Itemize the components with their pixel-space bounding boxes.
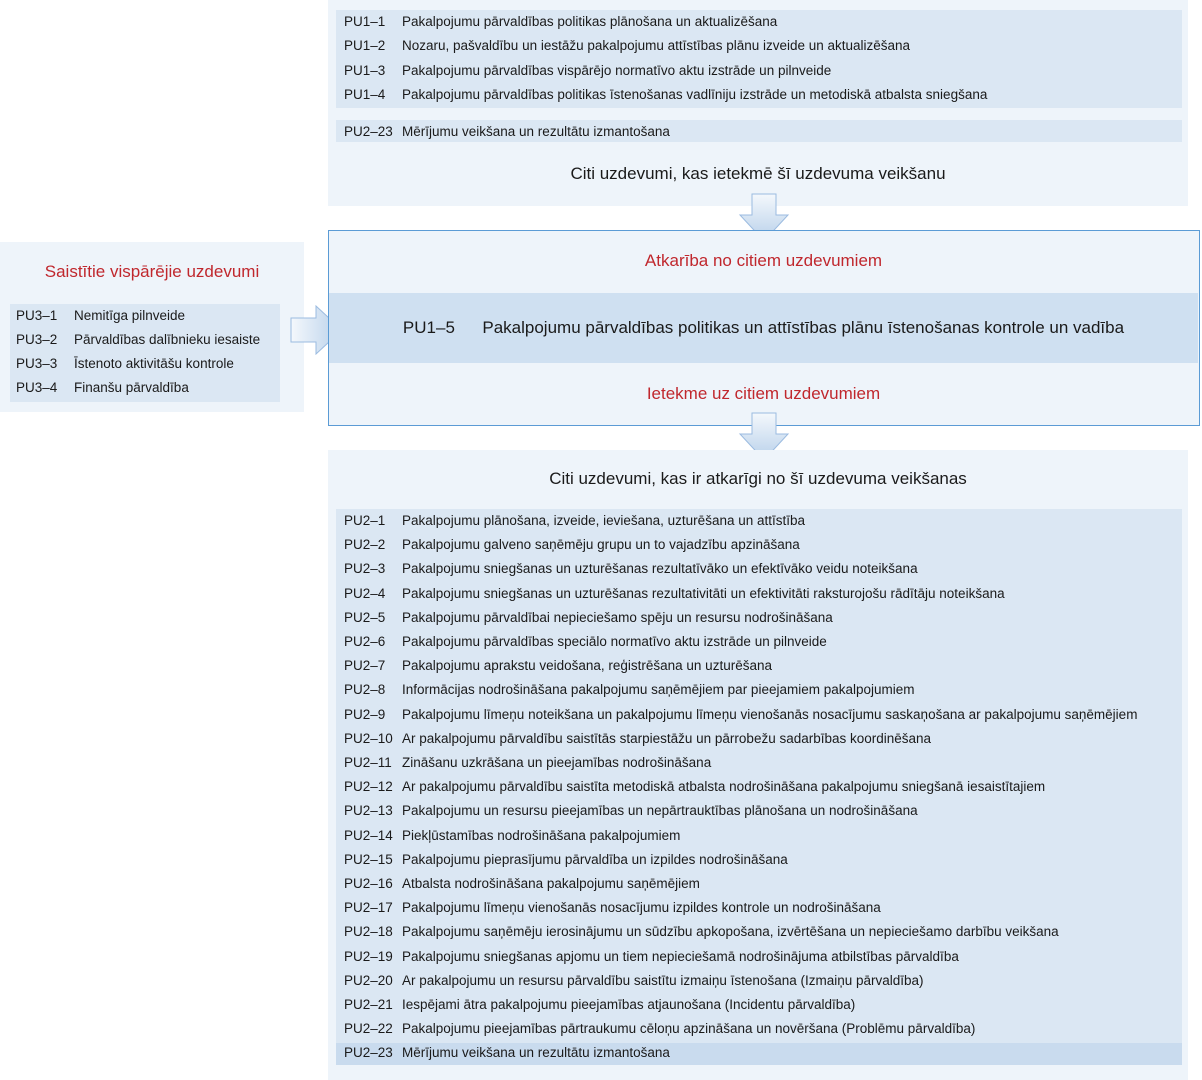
- task-text: Pakalpojumu pārvaldībai nepieciešamo spēju un resursu nodrošināšana: [402, 609, 833, 625]
- task-code: PU1–3: [344, 63, 386, 78]
- task-code: PU2–1: [344, 513, 386, 528]
- task-code: PU2–17: [344, 900, 393, 916]
- task-code: PU2–23: [344, 124, 393, 139]
- task-text: Atbalsta nodrošināšana pakalpojumu saņēmējiem: [402, 876, 700, 891]
- task-text: Pakalpojumu sniegšanas un uzturēšanas rezultatīvāko un efektīvāko veidu noteikšana: [402, 561, 918, 577]
- task-text: Ar pakalpojumu pārvaldību saistīta metodiskā atbalsta nodrošināšana pakalpojumu sniegšanā iesaistītajiem: [402, 779, 1046, 795]
- task-text: Mērījumu veikšana un rezultātu izmantošana: [402, 1045, 670, 1061]
- task-code: PU2–15: [344, 851, 393, 867]
- list-item: [16, 377, 276, 398]
- task-code: PU1–1: [344, 14, 386, 29]
- task-text: Pakalpojumu aprakstu veidošana, reģistrēšana un uzturēšana: [402, 658, 772, 674]
- task-text: Pakalpojumu pieprasījumu pārvaldība un izpildes nodrošināšana: [402, 851, 788, 867]
- central-task: [329, 293, 1198, 363]
- task-code: PU2–7: [344, 658, 386, 674]
- task-text: Piekļūstamības nodrošināšana pakalpojumiem: [402, 827, 681, 843]
- dependent-caption: Citi uzdevumi, kas ir atkarīgi no šī uzdevuma veikšanas: [549, 469, 967, 488]
- task-code: PU2–10: [344, 730, 393, 746]
- task-text: Iespējami ātra pakalpojumu pieejamības atjaunošana (Incidentu pārvaldība): [402, 997, 856, 1012]
- task-text: Pakalpojumu plānošana, izveide, ieviešana, uzturēšana un attīstība: [402, 513, 806, 528]
- task-code: PU2–11: [344, 755, 392, 770]
- task-code: PU2–22: [344, 1021, 393, 1037]
- influencing-tasks-panel: [328, 0, 1188, 206]
- task-text: Pakalpojumu pārvaldības speciālo normatīvo aktu izstrāde un pilnveide: [402, 634, 827, 649]
- task-text: Mērījumu veikšana un rezultātu izmantošana: [402, 124, 670, 139]
- task-code: PU1–4: [344, 87, 386, 102]
- task-text: Ar pakalpojumu pārvaldību saistītās starpiestāžu un pārrobežu sadarbības koordinēšana: [402, 730, 932, 746]
- task-text: Nozaru, pašvaldību un iestāžu pakalpojumu attīstības plānu izveide un aktualizēšana: [402, 38, 911, 53]
- list-item: [16, 353, 276, 374]
- central-task-text: Pakalpojumu pārvaldības politikas un attīstības plānu īstenošanas kontrole un vadība: [482, 318, 1125, 337]
- list-item: [344, 84, 1174, 105]
- task-text: Pakalpojumu sniegšanas un uzturēšanas rezultativitāti un efektivitāti raksturojošu rādītāju noteikšana: [402, 585, 1005, 601]
- task-text: Pakalpojumu pārvaldības politikas īstenošanas vadlīniju izstrāde un metodiskā atbalsta sniegšana: [402, 87, 988, 102]
- related-general-tasks-panel: [0, 242, 304, 412]
- task-text: Pakalpojumu pārvaldības politikas plānošana un aktualizēšana: [402, 14, 778, 29]
- task-code: PU2–12: [344, 779, 393, 795]
- task-text: Pakalpojumu saņēmēju ierosinājumu un sūdzību apkopošana, izvērtēšana un nepieciešamo darbību veikšana: [402, 924, 1059, 940]
- central-task-code: PU1–5: [402, 318, 455, 337]
- task-text: Pakalpojumu un resursu pieejamības un nepārtrauktības plānošana un nodrošināšana: [402, 803, 918, 819]
- task-text: Pakalpojumu līmeņu vienošanās nosacījumu izpildes kontrole un nodrošināšana: [402, 900, 881, 916]
- task-code: PU2–5: [344, 609, 386, 625]
- list-item: [344, 60, 1174, 81]
- task-text: Pakalpojumu galveno saņēmēju grupu un to vajadzību apzināšana: [402, 537, 800, 553]
- task-text: Nemitīga pilnveide: [74, 308, 186, 323]
- task-code: PU3–3: [16, 356, 58, 371]
- task-code: PU2–9: [344, 706, 386, 722]
- task-code: PU3–4: [16, 380, 58, 395]
- task-code: PU2–13: [344, 803, 393, 819]
- list-item: [344, 11, 1174, 32]
- task-code: PU3–2: [16, 332, 58, 347]
- task-code: PU1–2: [344, 38, 386, 53]
- list-item: [344, 35, 1174, 56]
- task-code: PU2–4: [344, 585, 386, 601]
- task-text: Finanšu pārvaldība: [74, 380, 189, 395]
- influencing-caption: Citi uzdevumi, kas ietekmē šī uzdevuma veikšanu: [570, 164, 946, 183]
- task-text: Pārvaldības dalībnieku iesaiste: [74, 332, 261, 347]
- task-code: PU3–1: [16, 308, 58, 323]
- task-text: Ar pakalpojumu un resursu pārvaldību saistītu izmaiņu īstenošana (Izmaiņu pārvaldība): [402, 972, 924, 988]
- dependency-label: Atkarība no citiem uzdevumiem: [644, 251, 883, 270]
- task-code: PU2–2: [344, 537, 386, 553]
- task-code: PU2–20: [344, 972, 393, 988]
- list-item: [16, 329, 276, 350]
- central-task-box: [328, 230, 1200, 426]
- task-code: PU2–14: [344, 827, 393, 843]
- task-text: Informācijas nodrošināšana pakalpojumu saņēmējiem par pieejamiem pakalpojumiem: [402, 682, 915, 698]
- list-item: [16, 305, 276, 326]
- task-code: PU2–18: [344, 924, 393, 940]
- task-text: Pakalpojumu pārvaldības vispārējo normatīvo aktu izstrāde un pilnveide: [402, 63, 832, 78]
- task-code: PU2–8: [344, 682, 386, 698]
- task-text: Pakalpojumu sniegšanas apjomu un tiem nepieciešamā nodrošinājuma atbilstības pārvaldība: [402, 948, 959, 964]
- list-item: [344, 121, 1174, 142]
- task-code: PU2–23: [344, 1045, 393, 1061]
- task-code: PU2–6: [344, 634, 386, 649]
- task-text: Pakalpojumu līmeņu noteikšana un pakalpojumu līmeņu vienošanās nosacījumu saskaņošana ar pakalpojumu saņēmējiem: [402, 706, 1138, 722]
- task-code: PU2–21: [344, 997, 393, 1012]
- related-tasks-title: Saistītie vispārējie uzdevumi: [44, 262, 260, 281]
- task-code: PU2–16: [344, 876, 393, 891]
- task-text: Īstenoto aktivitāšu kontrole: [74, 356, 234, 371]
- dependent-tasks-panel: [328, 450, 1188, 1080]
- task-text: Zināšanu uzkrāšana un pieejamības nodrošināšana: [402, 755, 712, 770]
- task-text: Pakalpojumu pieejamības pārtraukumu cēloņu apzināšana un novēršana (Problēmu pārvaldība): [402, 1021, 976, 1037]
- task-code: PU2–3: [344, 561, 386, 577]
- influence-label: Ietekme uz citiem uzdevumiem: [646, 384, 881, 403]
- task-code: PU2–19: [344, 948, 393, 964]
